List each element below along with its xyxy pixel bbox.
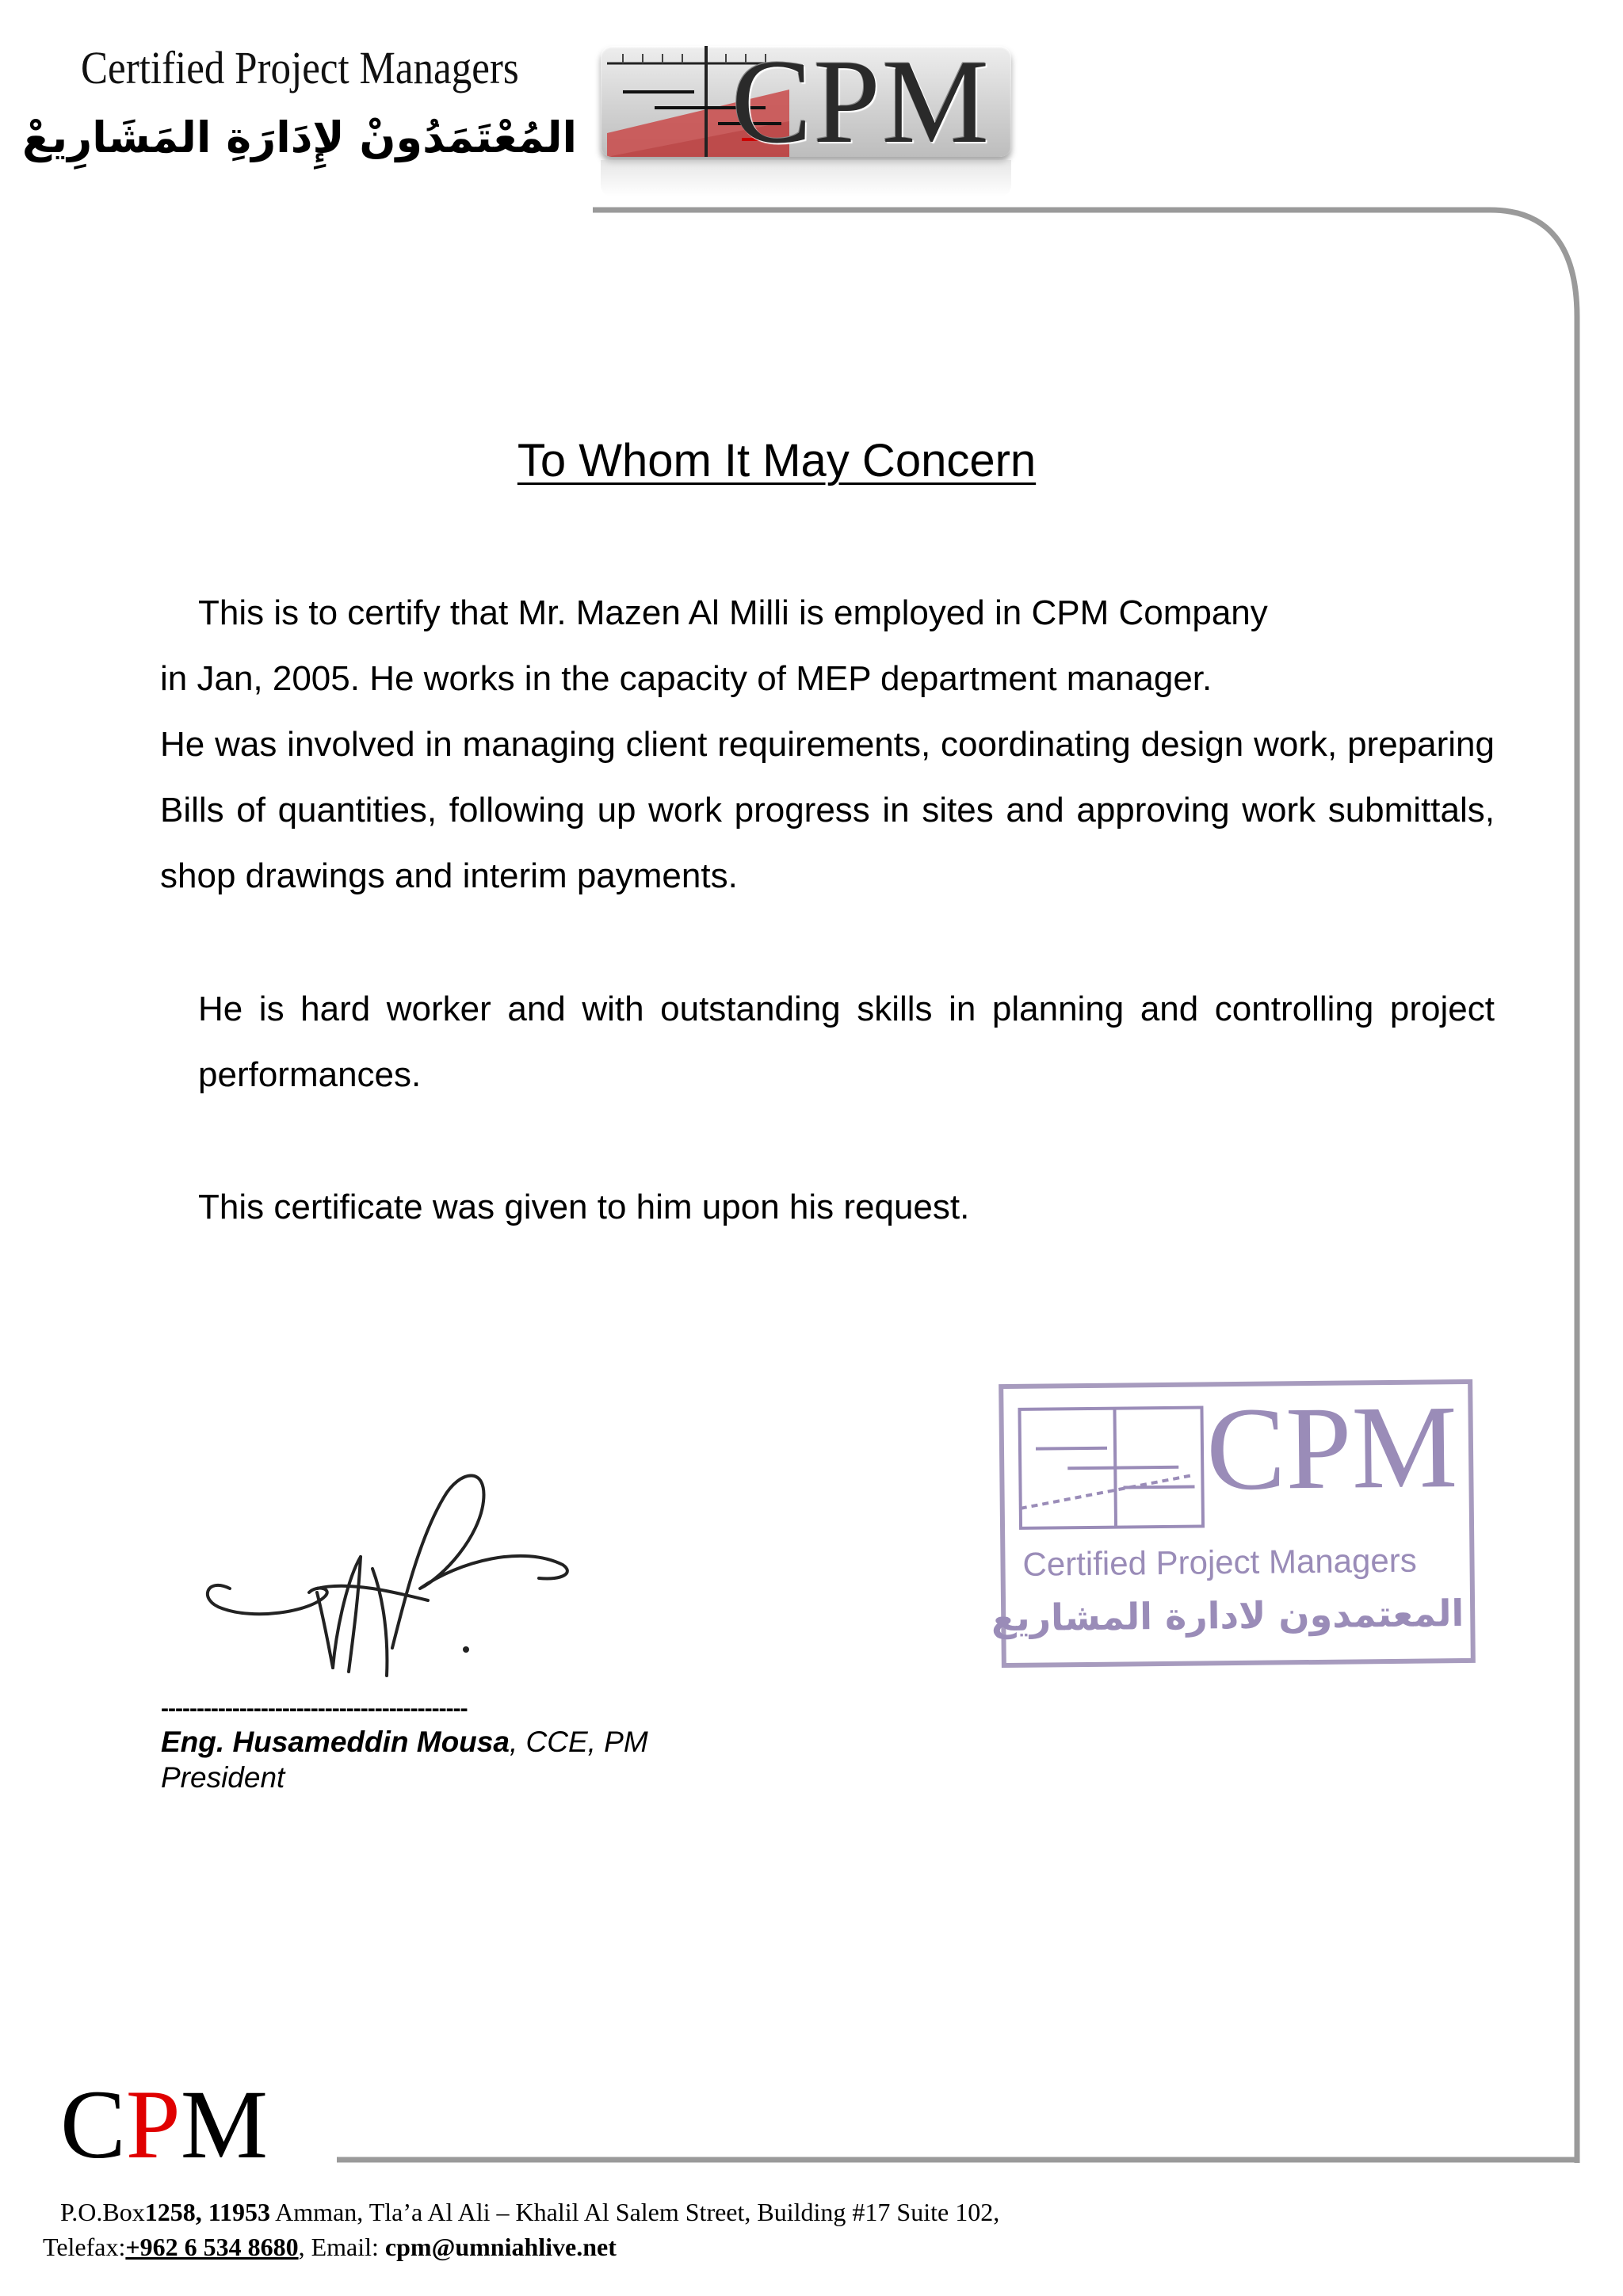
address-text: Amman, Tla’a Al Ali – Khalil Al Salem Street, Building #17 Suite 102, [269, 2198, 1000, 2226]
pobox-label: P.O.Box [60, 2198, 145, 2226]
company-name-en: Certified Project Managers [81, 42, 519, 93]
signatory-name-bold: Eng. Husameddin Mousa [161, 1726, 510, 1758]
telefax-link[interactable]: +962 6 534 8680 [125, 2233, 299, 2261]
stamp-company-en: Certified Project Managers [1022, 1541, 1417, 1583]
paragraph-1-body: He was involved in managing client requirements, coordinating design work, preparing Bills of quantities, following up work progress in sites and approving work submittals, shop drawings and interim payments. [160, 725, 1495, 895]
email-label: , Email: [298, 2233, 385, 2261]
logo-text: CPM [731, 46, 991, 157]
signatory-title: President [161, 1761, 285, 1794]
logo-reflection [601, 160, 1011, 196]
stamp-company-ar: المعتمدون لادارة المشاريع [991, 1592, 1465, 1640]
stamp-logo-text: CPM [1205, 1381, 1458, 1516]
letter-title: To Whom It May Concern [517, 435, 1037, 486]
company-name-ar: المُعْتَمَدُونْ لإِدَارَةِ المَشَارِيعْ [21, 113, 577, 162]
email-value[interactable]: cpm@umniahlive.net [384, 2233, 617, 2261]
footer-contact [43, 2233, 617, 2262]
handwritten-signature [190, 1442, 666, 1688]
signatory-credentials: , CCE, PM [509, 1726, 648, 1758]
company-stamp [991, 1379, 1476, 1668]
telefax-label: Telefax: [43, 2233, 126, 2261]
signatory-name [161, 1726, 648, 1759]
paragraph-1-line-1: This is to certify that Mr. Mazen Al Milli is employed in CPM Company [198, 593, 1268, 632]
cpm-logo [601, 46, 1011, 157]
paragraph-2: He is hard worker and with outstanding skills in planning and controlling project performances. [198, 990, 1495, 1094]
pobox-value: 1258, 11953 [144, 2198, 270, 2226]
footer-logo-c: C [60, 2070, 126, 2179]
stamp-logo-graphic-icon [1011, 1391, 1211, 1536]
paragraph-3: This certificate was given to him upon his request. [198, 1188, 970, 1226]
paragraph-1-line-2: in Jan, 2005. He works in the capacity of MEP department manager. [160, 659, 1212, 698]
footer-logo-p: P [125, 2070, 181, 2179]
footer-logo-m: M [180, 2070, 268, 2179]
signature-line: ------------------------------------------- [161, 1695, 468, 1722]
footer-logo [60, 2070, 268, 2179]
footer-address [60, 2198, 999, 2227]
